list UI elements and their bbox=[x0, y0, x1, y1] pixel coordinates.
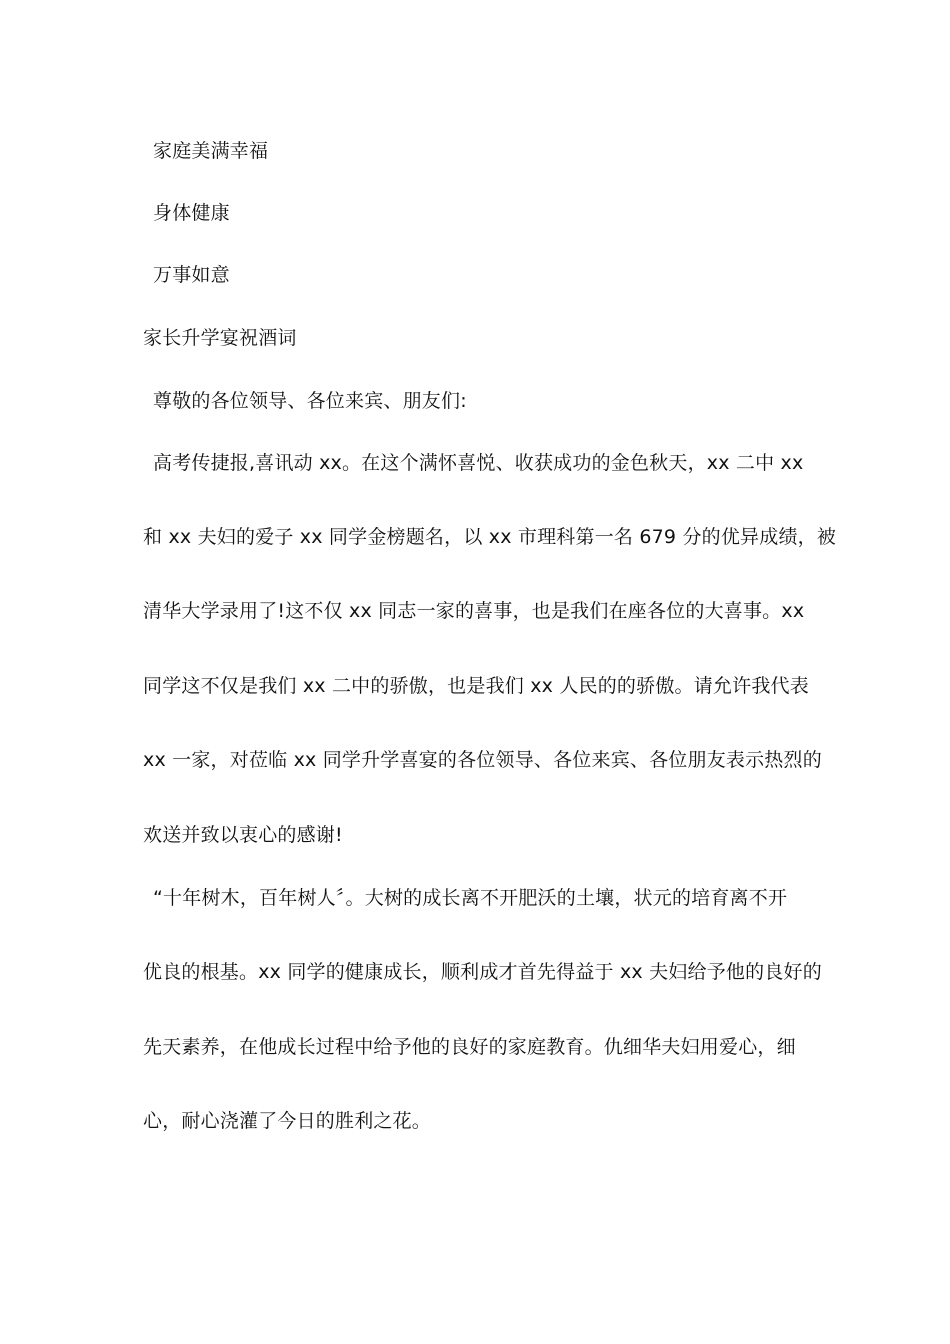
paragraph-line: 同学这不仅是我们 xx 二中的骄傲，也是我们 xx 人民的的骄傲。请允许我代表 bbox=[143, 675, 809, 697]
paragraph-line: 和 xx 夫妇的爱子 xx 同学金榜题名，以 xx 市理科第一名 679 分的优异成绩，被 bbox=[143, 526, 837, 548]
paragraph-line: xx 一家，对莅临 xx 同学升学喜宴的各位领导、各位来宾、各位朋友表示热烈的 bbox=[143, 749, 822, 771]
paragraph-line: 欢送并致以衷心的感谢! bbox=[143, 824, 343, 846]
paragraph-line: 清华大学录用了!这不仅 xx 同志一家的喜事，也是我们在座各位的大喜事。xx bbox=[143, 600, 805, 622]
paragraph-line: 优良的根基。xx 同学的健康成长，顺利成才首先得益于 xx 夫妇给予他的良好的 bbox=[143, 961, 822, 983]
salutation: 尊敬的各位领导、各位来宾、朋友们: bbox=[153, 390, 467, 412]
paragraph-line: “十年树木，百年树人〞。大树的成长离不开肥沃的土壤，状元的培育离不开 bbox=[153, 887, 788, 909]
paragraph-line: 先天素养，在他成长过程中给予他的良好的家庭教育。仇细华夫妇用爱心，细 bbox=[143, 1036, 796, 1058]
wish-line-success: 万事如意 bbox=[153, 264, 230, 286]
paragraph-line: 高考传捷报,喜讯动 xx。在这个满怀喜悦、收获成功的金色秋天，xx 二中 xx bbox=[153, 452, 804, 474]
wish-line-family: 家庭美满幸福 bbox=[153, 140, 269, 162]
wish-line-health: 身体健康 bbox=[153, 202, 230, 224]
paragraph-line: 心，耐心浇灌了今日的胜利之花。 bbox=[143, 1110, 432, 1132]
section-title: 家长升学宴祝酒词 bbox=[143, 327, 297, 349]
